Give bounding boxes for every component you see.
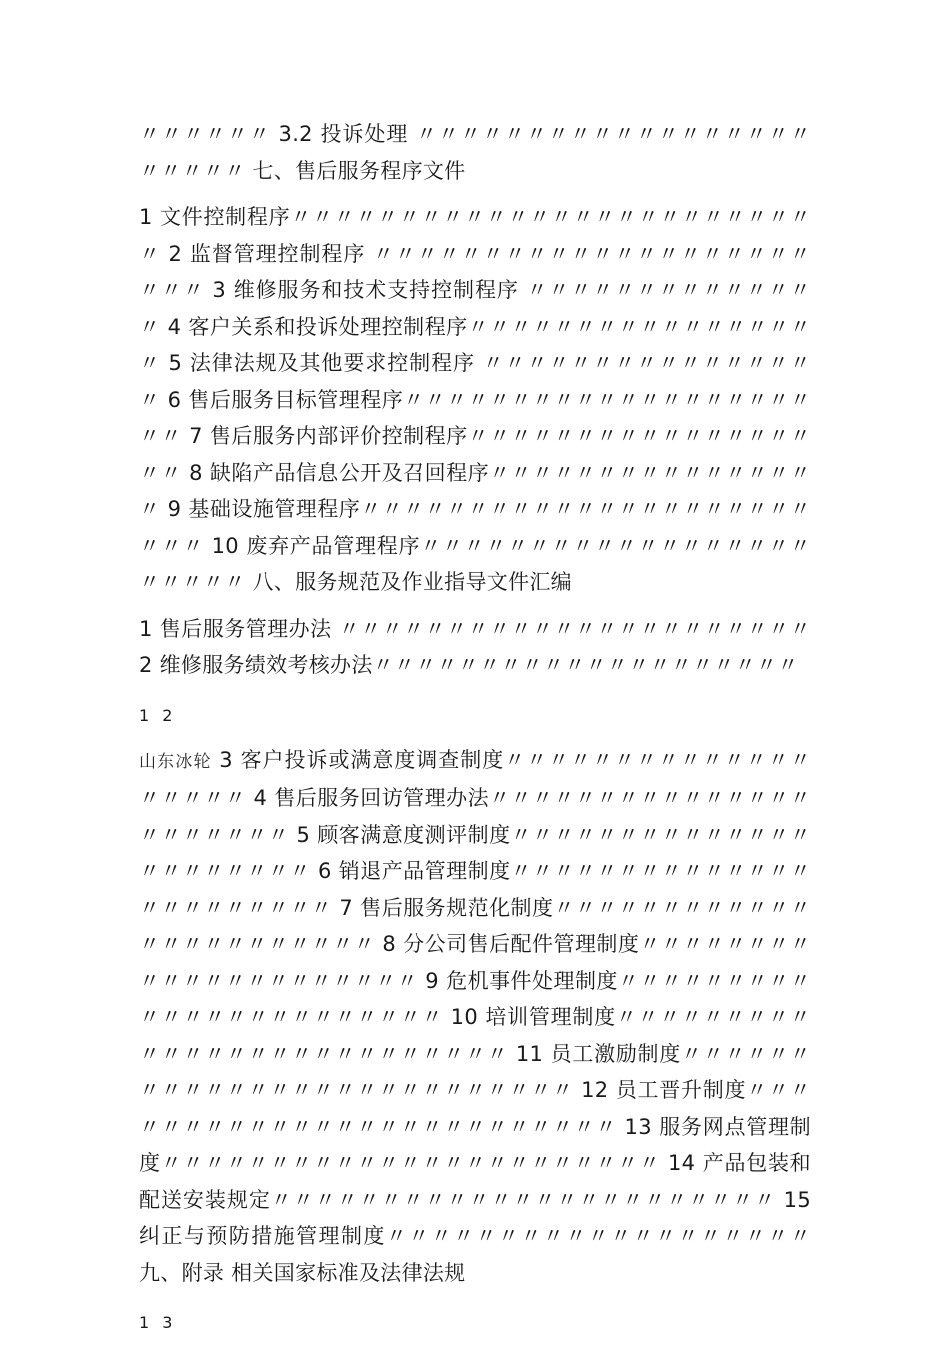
page-number: 1 2 — [139, 705, 177, 725]
toc-paragraph-service-rules: 1 售后服务管理办法 〃〃〃〃〃〃〃〃〃〃〃〃〃〃〃〃〃〃〃〃〃〃 2 维修服务绩效考核办法〃〃〃〃〃〃〃〃〃〃〃〃〃〃〃〃〃〃〃〃 — [139, 616, 811, 677]
document-page — [139, 116, 811, 1349]
page-number: 1 3 — [139, 1313, 177, 1332]
toc-paragraph-procedure-files: 1 文件控制程序〃〃〃〃〃〃〃〃〃〃〃〃〃〃〃〃〃〃〃〃〃〃〃〃〃 2 监督管理控制程序 〃〃〃〃〃〃〃〃〃〃〃〃〃〃〃〃〃〃〃〃〃〃〃 3 维修服务和技术支持控制程序 〃〃〃〃〃〃〃〃〃〃〃〃〃〃 4 客户关系和投诉处理控制程序〃〃〃〃〃〃〃〃〃〃〃〃〃〃〃〃〃 5 法律法规及其他要求控制程序 〃〃〃〃〃〃〃〃〃〃〃〃〃〃〃〃 6 售后服务目标管理程序〃〃〃〃〃〃〃〃〃〃〃〃〃〃〃〃〃〃〃〃〃 7 售后服务内部评价控制程序〃〃〃〃〃〃〃〃〃〃〃〃〃〃〃〃〃〃 8 缺陷产品信息公开及召回程序〃〃〃〃〃〃〃〃〃〃〃〃〃〃〃〃 9 基础设施管理程序〃〃〃〃〃〃〃〃〃〃〃〃〃〃〃〃〃〃〃〃〃〃〃〃 10 废弃产品管理程序〃〃〃〃〃〃〃〃〃〃〃〃〃〃〃〃〃〃〃〃〃〃〃 八、服务规范及作业指导文件汇编 — [139, 205, 811, 594]
company-label: 山东冰轮 — [139, 751, 212, 772]
toc-paragraph-regulations — [139, 742, 811, 1292]
toc-regulations-text: 3 客户投诉或满意度调查制度〃〃〃〃〃〃〃〃〃〃〃〃〃〃〃〃〃〃〃 4 售后服务回访管理办法〃〃〃〃〃〃〃〃〃〃〃〃〃〃〃〃〃〃〃〃〃〃 5 顾客满意度测评制度〃〃〃〃〃〃〃〃〃〃〃〃〃〃〃〃〃〃〃〃〃〃 6 销退产品管理制度〃〃〃〃〃〃〃〃〃〃〃〃〃〃〃〃〃〃〃〃〃〃〃 7 售后服务规范化制度〃〃〃〃〃〃〃〃〃〃〃〃〃〃〃〃〃〃〃〃〃〃〃 8 分公司售后配件管理制度〃〃〃〃〃〃〃〃〃〃〃〃〃〃〃〃〃〃〃〃〃 9 危机事件处理制度〃〃〃〃〃〃〃〃〃〃〃〃〃〃〃〃〃〃〃〃〃〃〃 10 培训管理制度〃〃〃〃〃〃〃〃〃〃〃〃〃〃〃〃〃〃〃〃〃〃〃〃〃〃 11 员工激励制度〃〃〃〃〃〃〃〃〃〃〃〃〃〃〃〃〃〃〃〃〃〃〃〃〃〃 12 员工晋升制度〃〃〃〃〃〃〃〃〃〃〃〃〃〃〃〃〃〃〃〃〃〃〃〃〃 13 服务网点管理制度〃〃〃〃〃〃〃〃〃〃〃〃〃〃〃〃〃〃〃〃〃〃〃 14 产品包装和配送安装规定〃〃〃〃〃〃〃〃〃〃〃〃〃〃〃〃〃〃〃〃〃〃〃 15 纠正与预防措施管理制度〃〃〃〃〃〃〃〃〃〃〃〃〃〃〃〃〃〃〃 九、附录 相关国家标准及法律法规 — [139, 747, 811, 1285]
toc-paragraph-complaint-handling: 〃〃〃〃〃〃 3.2 投诉处理 〃〃〃〃〃〃〃〃〃〃〃〃〃〃〃〃〃〃〃〃〃〃〃 七、售后服务程序文件 — [139, 122, 811, 183]
